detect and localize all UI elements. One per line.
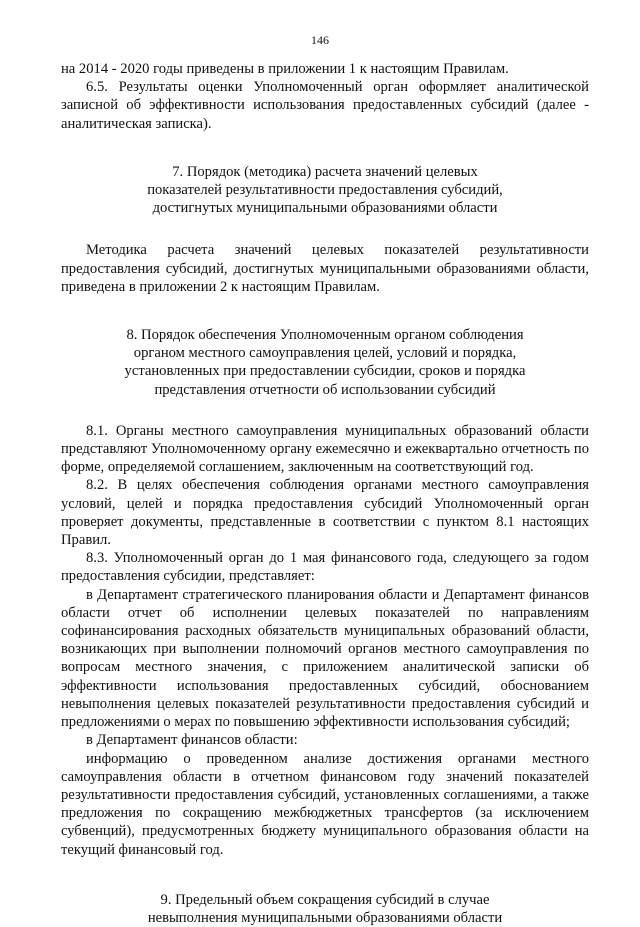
paragraph-methodology: Методика расчета значений целевых показателей результативности предоставления субсидий, достигнутых муниципальными образованиями области, приведена в приложении 2 к настоящим Правилам. [61, 242, 589, 295]
heading-line: 7. Порядок (методика) расчета значений целевых [172, 163, 478, 180]
section-8-heading [61, 326, 589, 399]
heading-line: установленных при предоставлении субсидии, сроков и порядка [124, 363, 526, 380]
paragraph-8-3-information: информацию о проведенном анализе достижения органами местного самоуправления области в отчетном финансовом году значений показателей результативности предоставления субсидий, установленных соглашениями, а также предложения по сокращению межбюджетных трансфертов (за исключением субвенций), предусмотренных бюджету муниципального образования области на текущий финансовый год. [61, 750, 589, 858]
paragraph-8-1: 8.1. Органы местного самоуправления муниципальных образований области представляют Уполномоченному органу ежемесячно и ежеквартально отчетность по форме, определяемой соглашением, заключенным на соответствующий год. [61, 422, 589, 476]
page-number: 146 [311, 33, 329, 47]
heading-line: представления отчетности об использовании субсидий [154, 381, 496, 398]
paragraph-8-3: 8.3. Уполномоченный орган до 1 мая финансового года, следующего за годом предоставления субсидии, представляет: [61, 550, 589, 585]
heading-line: невыполнения муниципальными образованиями области [147, 909, 503, 926]
heading-line: достигнутых муниципальными образованиями области [152, 200, 498, 217]
heading-line: 8. Порядок обеспечения Уполномоченным органом соблюдения [126, 327, 524, 344]
heading-line: показателей результативности предоставления субсидий, [147, 182, 503, 199]
section-9-heading [61, 891, 589, 927]
paragraph-continuation: на 2014 - 2020 годы приведены в приложении 1 к настоящим Правилам. [61, 61, 509, 77]
document-body [61, 60, 589, 927]
section-7-heading [61, 163, 589, 218]
paragraph-8-2: 8.2. В целях обеспечения соблюдения органами местного самоуправления условий, целей и порядка предоставления субсидий Уполномоченный орган проверяет документы, представленные в соответствии с пунктом 8.1 настоящих Правил. [61, 477, 589, 549]
heading-line: органом местного самоуправления целей, условий и порядка, [133, 345, 517, 362]
paragraph-8-3-strategic-dept: в Департамент стратегического планирования области и Департамент финансов области отчет об исполнении целевых показателей по направлениям софинансирования расходных обязательств муниципальных образований области, возникающих при выполнении полномочий органов местного самоуправления по вопросам местного значения, с приложением аналитической записки об эффективности использования предоставленных субсидий, обоснованием невыполнения целевых показателей результативности предоставления субсидий и предложениями о мерах по повышению эффективности использования субсидий; [61, 586, 589, 731]
heading-line: 9. Предельный объем сокращения субсидий в случае [160, 891, 490, 908]
paragraph-8-3-finance-dept: в Департамент финансов области: [86, 732, 298, 749]
paragraph-6-5: 6.5. Результаты оценки Уполномоченный орган оформляет аналитической записной об эффективности использования предоставленных субсидий (далее - аналитическая записка). [61, 79, 589, 132]
